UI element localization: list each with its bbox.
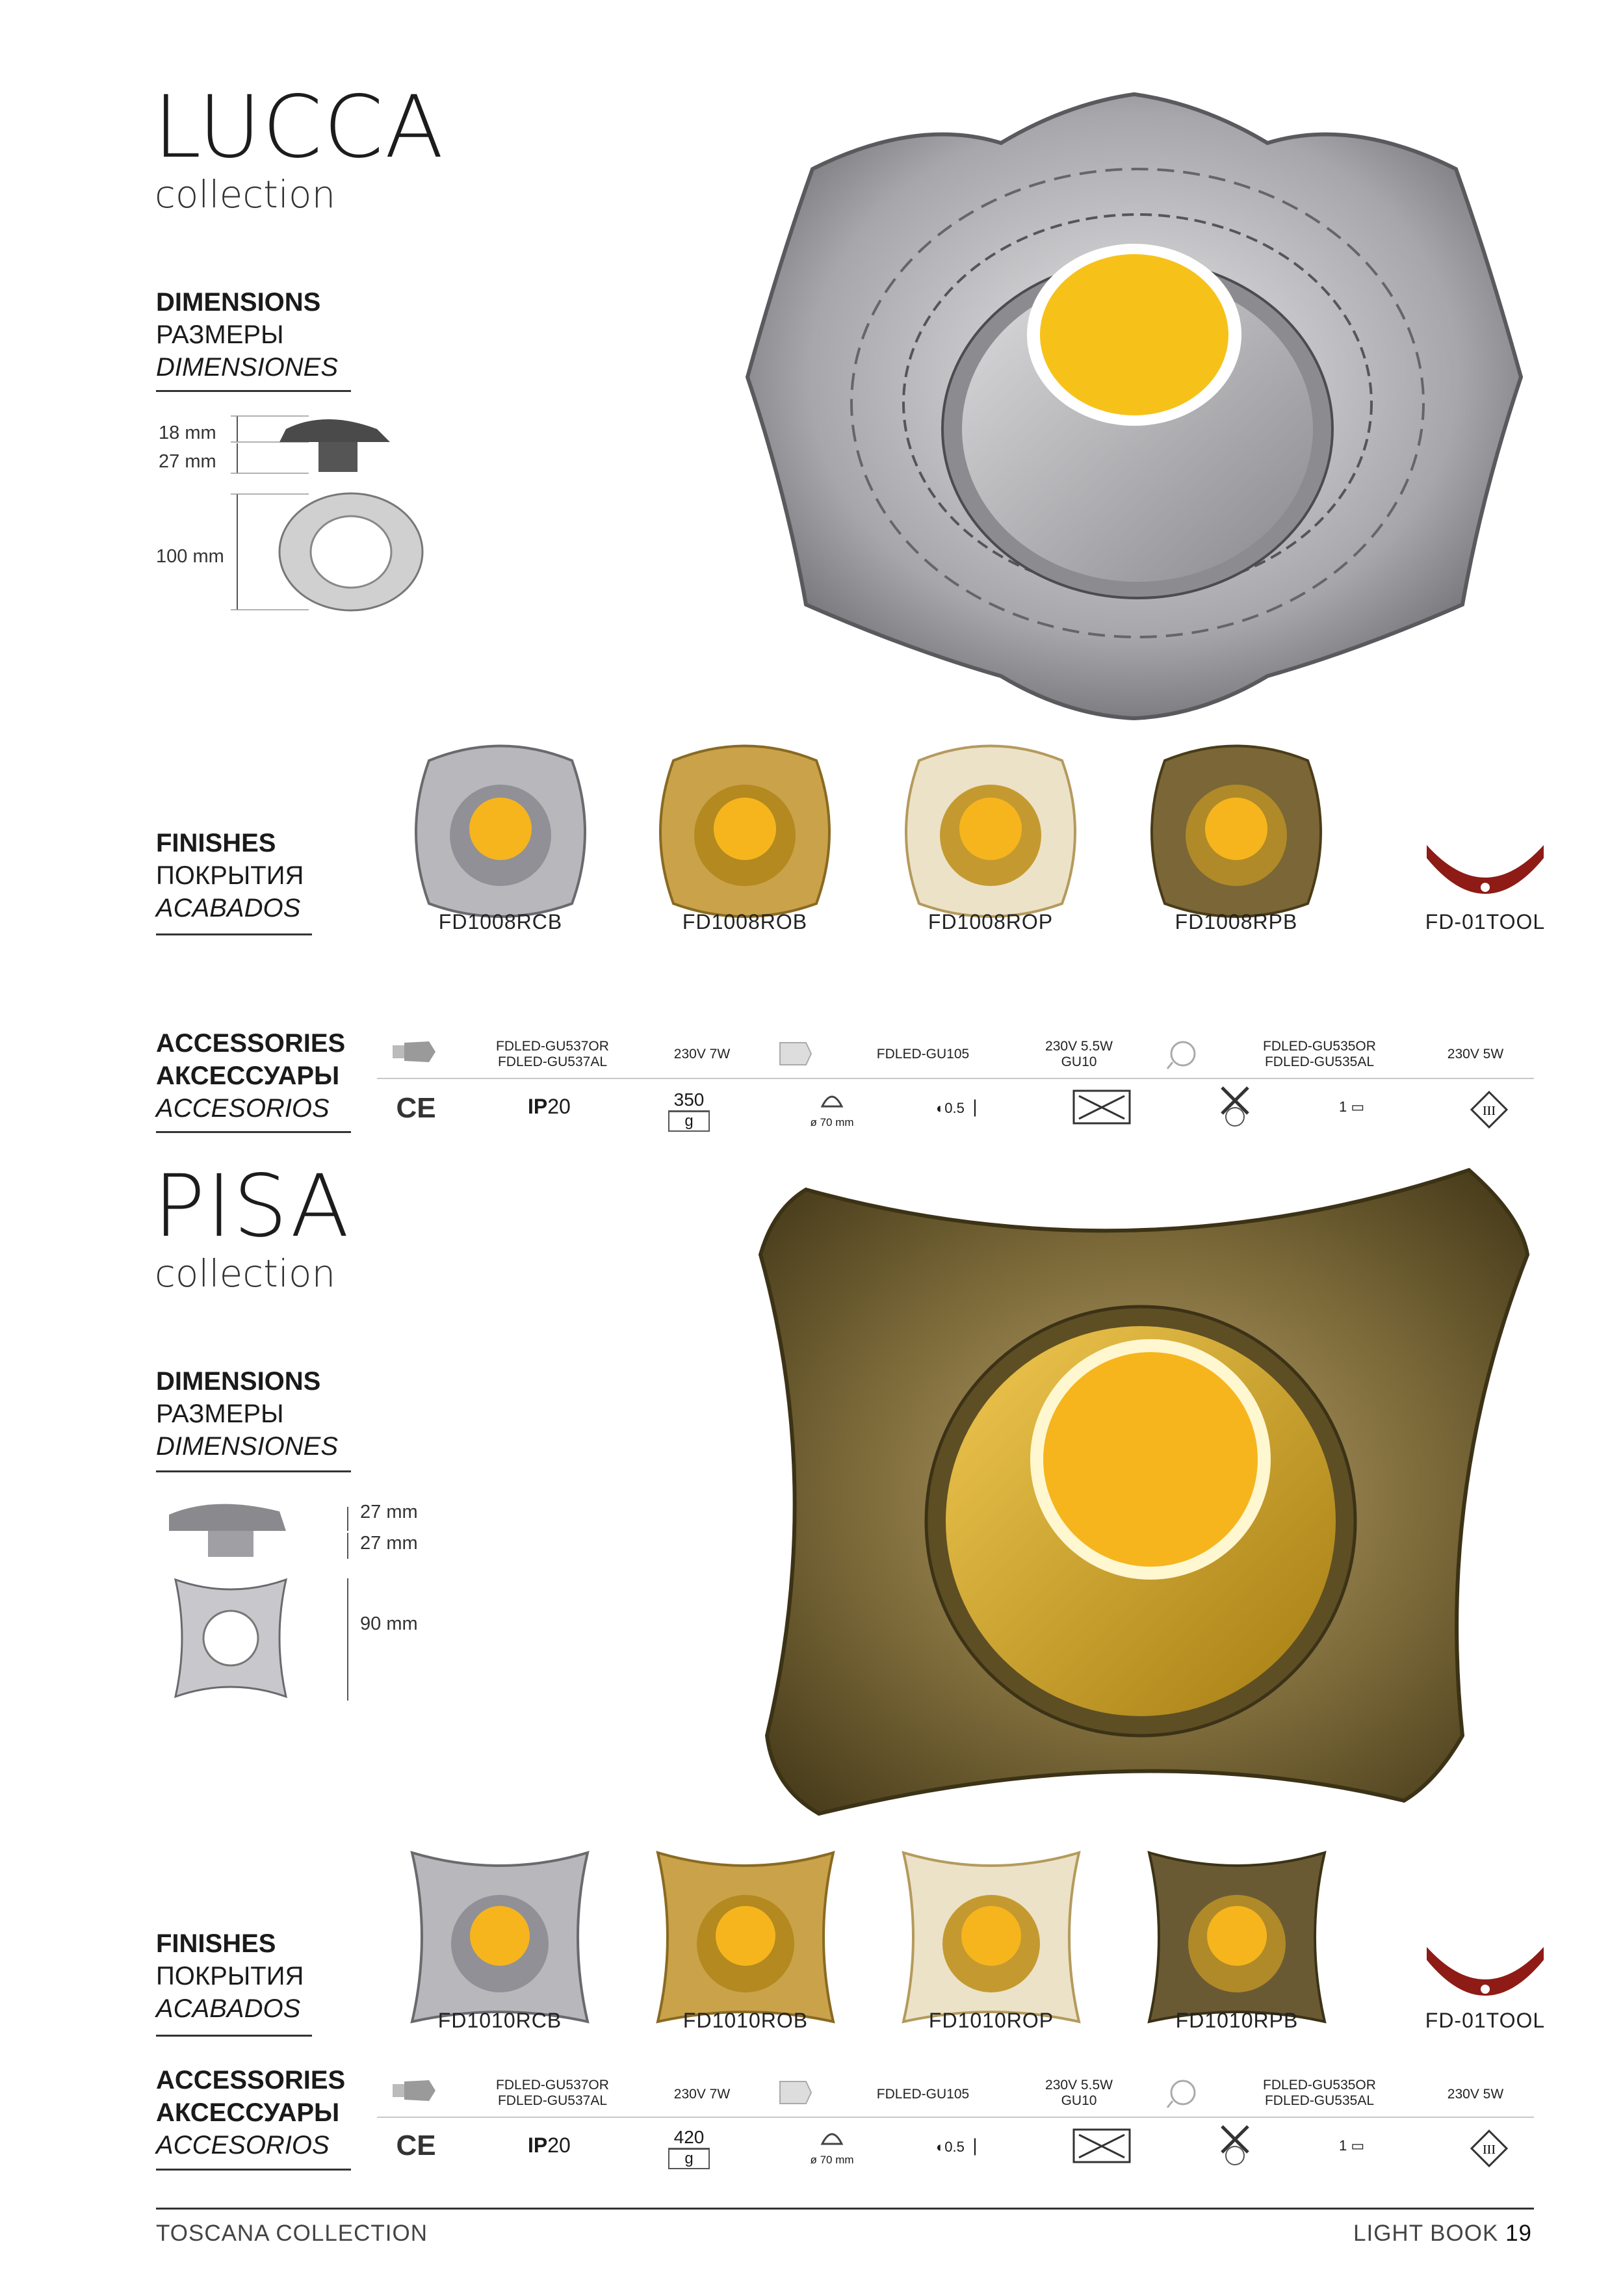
- package-quantity-icon: 1 ▭: [1339, 2137, 1365, 2154]
- weight-value: 350: [673, 1089, 705, 1110]
- finishes-ru: ПОКРЫТИЯ: [156, 1962, 304, 1990]
- footer-right: [1353, 2221, 1532, 2247]
- lucca-height-2: 27 mm: [159, 451, 216, 472]
- page-number: 19: [1505, 2221, 1532, 2246]
- row-divider: [377, 1078, 1534, 1079]
- footer-left: TOSCANA COLLECTION: [156, 2221, 428, 2246]
- cutout-value: ø 70 mm: [810, 1116, 854, 1128]
- accessory-spec: GU10: [1061, 1054, 1097, 1070]
- pisa-dimensions-heading: [156, 1365, 338, 1463]
- cutout-value: ø 70 mm: [810, 2154, 854, 2166]
- accessory-code: FDLED-GU537AL: [497, 1054, 608, 1070]
- ce-mark-icon: CE: [396, 1092, 436, 1124]
- distance-value: 0.5: [944, 1100, 965, 1116]
- accessory-spec: 230V 5.5W: [1045, 2078, 1113, 2093]
- gu10-bulb-icon: [773, 2076, 819, 2109]
- led-bulb-icon: [390, 1039, 439, 1065]
- pisa-title: PISA: [153, 1156, 351, 1257]
- weight-unit: g: [668, 1110, 710, 1132]
- package-quantity: 1: [1339, 1099, 1347, 1115]
- tool-code: FD-01TOOL: [1425, 2009, 1546, 2032]
- no-insulation-icon: [1072, 2128, 1131, 2167]
- dimensions-ru: РАЗМЕРЫ: [156, 320, 284, 349]
- lucca-height-1: 18 mm: [159, 423, 216, 443]
- accessory-spec: GU10: [1061, 2093, 1097, 2109]
- pisa-subtitle: collection: [155, 1251, 336, 1296]
- no-cover-icon: [1209, 2123, 1261, 2169]
- lucca-accessories-heading: [156, 1027, 345, 1125]
- finish-code: FD1008ROP: [928, 910, 1054, 933]
- finishes-es: ACABADOS: [156, 1994, 301, 2023]
- ip-value: 20: [547, 2133, 571, 2157]
- tool-code: FD-01TOOL: [1425, 910, 1546, 933]
- tool-icon: [1423, 839, 1547, 917]
- dimensions-es: DIMENSIONES: [156, 1432, 339, 1461]
- accessory-3-spec: 230V 5W: [1447, 2087, 1504, 2102]
- ce-mark-icon: CE: [396, 2130, 436, 2161]
- finish-code: FD1010ROP: [928, 2009, 1054, 2032]
- finishes-en: FINISHES: [156, 829, 276, 857]
- ip-prefix: IP: [528, 2133, 548, 2157]
- finish-swatch-rop: [893, 735, 1088, 930]
- accessory-1-spec: 230V 7W: [673, 1047, 731, 1062]
- weight-icon: [663, 2127, 715, 2169]
- pisa-accessories-heading: [156, 2064, 345, 2161]
- dimensions-en: DIMENSIONS: [156, 288, 321, 317]
- pisa-dimension-drawing: [156, 1495, 364, 1710]
- accessory-2-spec: [1020, 2078, 1137, 2109]
- accessory-2-spec: [1020, 1039, 1137, 1070]
- weight-unit: g: [668, 2148, 710, 2169]
- finish-code: FD1010RCB: [437, 2009, 562, 2032]
- lucca-product-image: [721, 91, 1547, 722]
- weight-icon: [663, 1089, 715, 1132]
- cutout-icon: [793, 2124, 871, 2167]
- pisa-finishes-heading: [156, 1927, 304, 2025]
- accessory-code: FDLED-GU535AL: [1264, 2093, 1375, 2109]
- pisa-height-2: 27 mm: [360, 1533, 418, 1554]
- accessory-3-spec: 230V 5W: [1447, 1047, 1504, 1062]
- gu10-bulb-icon: [773, 1037, 819, 1070]
- svg-text:III: III: [1483, 1104, 1496, 1118]
- accessory-code: FDLED-GU535OR: [1263, 2078, 1376, 2093]
- accessory-1: [468, 2078, 637, 2109]
- finishes-en: FINISHES: [156, 1929, 276, 1958]
- pisa-width: 90 mm: [360, 1613, 418, 1634]
- accessory-code: FDLED-GU537OR: [496, 1039, 609, 1054]
- finish-swatch-rcb: [403, 735, 598, 930]
- distance-value: 0.5: [944, 2139, 965, 2155]
- accessory-2: FDLED-GU105: [876, 1047, 970, 1062]
- accessories-es: ACCESORIOS: [156, 2131, 330, 2159]
- divider: [156, 933, 312, 935]
- accessory-3: [1235, 1039, 1404, 1070]
- lucca-dimensions-heading: [156, 286, 338, 384]
- no-insulation-icon: [1072, 1089, 1131, 1128]
- accessory-2: FDLED-GU105: [876, 2087, 970, 2102]
- led-module-icon: [1163, 2075, 1202, 2110]
- finishes-ru: ПОКРЫТИЯ: [156, 861, 304, 890]
- dimensions-ru: РАЗМЕРЫ: [156, 1400, 284, 1428]
- accessory-1-spec: 230V 7W: [673, 2087, 731, 2102]
- accessories-en: ACCESSORIES: [156, 2066, 346, 2094]
- svg-text:III: III: [1483, 2143, 1496, 2157]
- accessory-code: FDLED-GU537AL: [497, 2093, 608, 2109]
- class-iii-icon: [1470, 2130, 1508, 2167]
- ip-value: 20: [547, 1095, 571, 1118]
- package-quantity: 1: [1339, 2137, 1347, 2154]
- accessories-es: ACCESORIOS: [156, 1094, 330, 1123]
- accessory-3: [1235, 2078, 1404, 2109]
- accessories-ru: АКСЕССУАРЫ: [156, 1062, 340, 1090]
- lucca-width: 100 mm: [156, 546, 224, 567]
- accessory-1: [468, 1039, 637, 1070]
- footer-book-title: LIGHT BOOK: [1353, 2221, 1499, 2246]
- dimensions-es: DIMENSIONES: [156, 353, 339, 382]
- finish-code: FD1010ROB: [682, 2009, 809, 2032]
- cutout-icon: [793, 1087, 871, 1129]
- ip-rating: [528, 1095, 571, 1119]
- finishes-es: ACABADOS: [156, 894, 301, 922]
- divider: [156, 1131, 351, 1133]
- tool-icon: [1423, 1940, 1547, 2018]
- finish-code: FD1008RPB: [1175, 910, 1298, 933]
- accessories-en: ACCESSORIES: [156, 1029, 346, 1058]
- ip-prefix: IP: [528, 1095, 548, 1118]
- lucca-finishes-heading: [156, 827, 304, 924]
- distance-icon: ◐0.5▕: [936, 2139, 976, 2155]
- led-bulb-icon: [390, 2078, 439, 2104]
- finish-swatch-rob: [645, 1840, 846, 2035]
- no-cover-icon: [1209, 1084, 1261, 1130]
- lucca-subtitle: collection: [155, 172, 336, 216]
- accessory-code: FDLED-GU535OR: [1263, 1039, 1376, 1054]
- footer-rule: [156, 2208, 1534, 2210]
- dimensions-en: DIMENSIONS: [156, 1367, 321, 1396]
- finish-swatch-rpb: [1136, 1840, 1338, 2035]
- accessories-ru: АКСЕССУАРЫ: [156, 2098, 340, 2127]
- accessory-code: FDLED-GU535AL: [1264, 1054, 1375, 1070]
- finish-swatch-rcb: [399, 1840, 601, 2035]
- divider: [156, 2035, 312, 2037]
- finish-code: FD1008RCB: [438, 910, 563, 933]
- divider: [156, 2169, 351, 2171]
- pisa-height-1: 27 mm: [360, 1502, 418, 1522]
- accessory-code: FDLED-GU537OR: [496, 2078, 609, 2093]
- distance-icon: ◐0.5▕: [936, 1100, 976, 1116]
- divider: [156, 1470, 351, 1472]
- finish-code: FD1010RPB: [1175, 2009, 1299, 2032]
- package-quantity-icon: 1 ▭: [1339, 1099, 1365, 1115]
- finish-swatch-rop: [890, 1840, 1092, 2035]
- divider: [156, 390, 351, 392]
- accessory-spec: 230V 5.5W: [1045, 1039, 1113, 1054]
- row-divider: [377, 2117, 1534, 2118]
- weight-value: 420: [673, 2127, 705, 2147]
- finish-swatch-rpb: [1139, 735, 1334, 930]
- led-module-icon: [1163, 1036, 1202, 1071]
- finish-swatch-rob: [647, 735, 842, 930]
- finish-code: FD1008ROB: [682, 910, 808, 933]
- class-iii-icon: [1470, 1091, 1508, 1128]
- pisa-product-image: [747, 1164, 1534, 1820]
- lucca-title: LUCCA: [153, 77, 445, 177]
- ip-rating: [528, 2133, 571, 2158]
